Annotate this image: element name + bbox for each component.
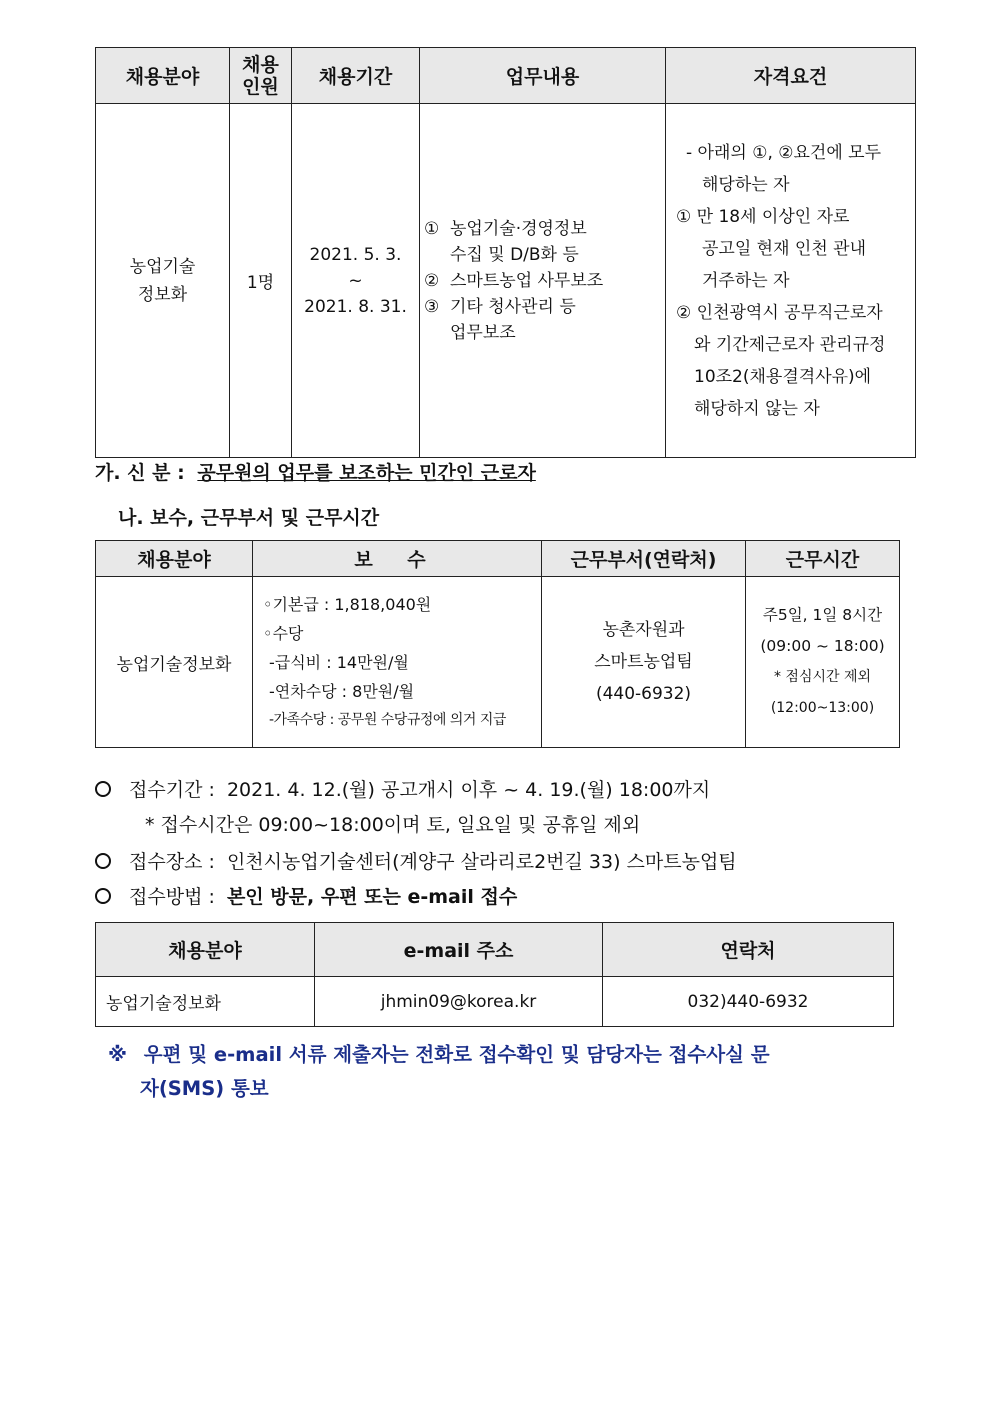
pay-line: -가족수당 : 공무원 수당규정에 의거 지급 [269, 711, 506, 728]
duty-item: ① 농업기술·경영정보 수집 및 D/B화 등 [424, 218, 587, 265]
header-period: 채용기간 [292, 48, 420, 104]
qual-line: 10조2(채용결격사유)에 [694, 366, 872, 387]
qual-line: ② 인천광역시 공무직근로자 [676, 302, 883, 323]
reception-place [95, 847, 737, 874]
duty-item: ③ 기타 청사관리 등 업무보조 [424, 296, 576, 343]
header-phone: 연락처 [603, 923, 894, 977]
cell-duties [420, 104, 666, 458]
reception-period-label: 접수기간 : [129, 779, 215, 801]
qual-line: 공고일 현재 인천 관내 [702, 238, 867, 259]
cell-field: 농업기술정보화 [96, 577, 253, 748]
circle-bullet-icon [95, 853, 111, 869]
qual-line: ① 만 18세 이상인 자로 [676, 206, 850, 227]
cell-email: jhmin09@korea.kr [315, 977, 603, 1027]
footer-note-line: 자(SMS) 통보 [140, 1077, 269, 1100]
dept-line: 농촌자원과 [602, 620, 685, 640]
period-start: 2021. 5. 3. [309, 244, 402, 265]
header-count: 채용 인원 [230, 48, 292, 104]
header-dept: 근무부서(연락처) [542, 541, 746, 577]
reception-place-label: 접수장소 : [129, 851, 215, 873]
cell-hours [746, 577, 900, 748]
reception-method-text: 본인 방문, 우편 또는 e-mail 접수 [226, 886, 518, 908]
section-status [95, 458, 536, 485]
reception-period [95, 775, 710, 802]
section-status-label: 가. 신 분 : [95, 462, 185, 484]
cell-period [292, 104, 420, 458]
dept-line: (440-6932) [595, 684, 692, 704]
pay-line: ◦기본급 : 1,818,040원 [263, 594, 432, 614]
reception-place-text: 인천시농업기술센터(계양구 살라리로2번길 33) 스마트농업팀 [226, 851, 737, 873]
qual-line: 거주하는 자 [702, 270, 790, 291]
header-pay: 보 수 [253, 541, 542, 577]
header-qualifications: 자격요건 [666, 48, 916, 104]
cell-pay [253, 577, 542, 748]
duty-item: ② 스마트농업 사무보조 [424, 270, 604, 291]
recruitment-table [95, 47, 916, 458]
header-hours: 근무시간 [746, 541, 900, 577]
cell-count: 1명 [230, 104, 292, 458]
cell-phone: 032)440-6932 [603, 977, 894, 1027]
footer-note-line: ※ 우편 및 e-mail 서류 제출자는 전화로 접수확인 및 담당자는 접수사실 문 [108, 1043, 770, 1066]
qual-line: 해당하지 않는 자 [694, 398, 820, 419]
hours-line: (12:00~13:00) [770, 700, 875, 716]
cell-qualifications [666, 104, 916, 458]
qual-line: 해당하는 자 [702, 174, 790, 195]
contact-table [95, 922, 894, 1027]
reception-method-label: 접수방법 : [129, 886, 215, 908]
qual-line: 와 기간제근로자 관리규정 [694, 334, 886, 355]
cell-dept [542, 577, 746, 748]
hours-line: (09:00 ~ 18:00) [760, 637, 885, 655]
footer-note [108, 1038, 908, 1106]
hours-line: 주5일, 1일 8시간 [762, 606, 883, 624]
section-pay-heading: 나. 보수, 근무부서 및 근무시간 [118, 507, 380, 529]
section-status-text: 공무원의 업무를 보조하는 민간인 근로자 [197, 462, 536, 484]
period-end: 2021. 8. 31. [304, 296, 407, 317]
pay-table [95, 540, 900, 748]
circle-bullet-icon [95, 781, 111, 797]
circle-bullet-icon [95, 888, 111, 904]
pay-line: -급식비 : 14만원/월 [269, 652, 409, 672]
cell-field: 농업기술 정보화 [96, 104, 230, 458]
reception-time-note: * 접수시간은 09:00~18:00이며 토, 일요일 및 공휴일 제외 [145, 814, 641, 836]
cell-field: 농업기술정보화 [96, 977, 315, 1027]
reception-period-text: 2021. 4. 12.(월) 공고개시 이후 ~ 4. 19.(월) 18:00까지 [226, 779, 711, 801]
dept-line: 스마트농업팀 [594, 652, 693, 672]
header-field: 채용분야 [96, 541, 253, 577]
qual-line: - 아래의 ①, ②요건에 모두 [686, 142, 882, 163]
reception-method [95, 882, 517, 909]
header-field: 채용분야 [96, 923, 315, 977]
header-duties: 업무내용 [420, 48, 666, 104]
pay-line: -연차수당 : 8만원/월 [269, 681, 415, 701]
pay-line: ◦수당 [263, 623, 304, 643]
header-field: 채용분야 [96, 48, 230, 104]
header-email: e-mail 주소 [315, 923, 603, 977]
hours-line: * 점심시간 제외 [773, 669, 872, 685]
period-separator: ~ [348, 270, 363, 291]
reference-mark: ※ [108, 1043, 127, 1066]
